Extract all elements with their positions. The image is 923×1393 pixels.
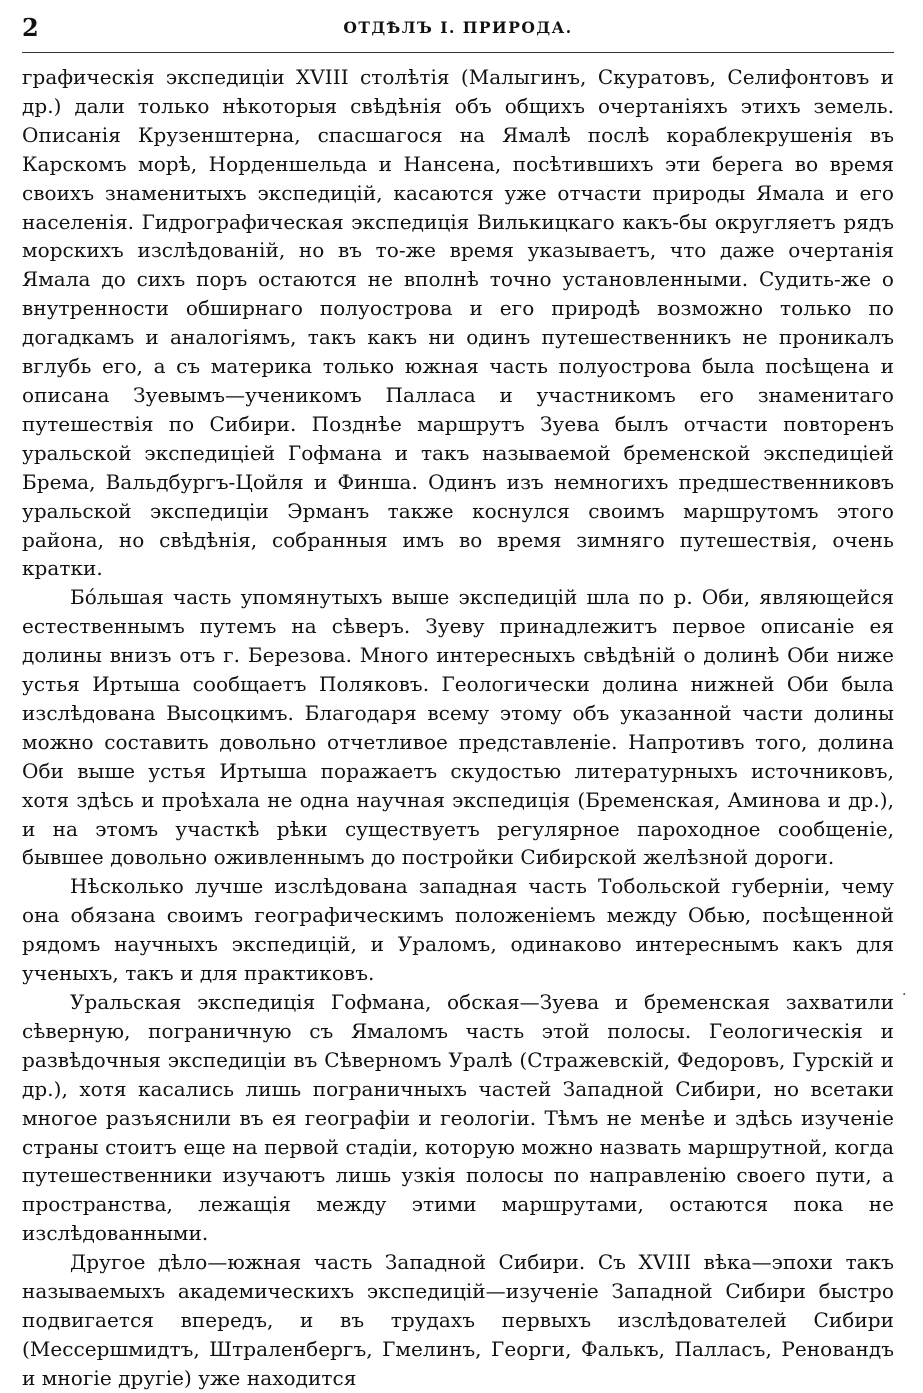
running-head: ОТДѢЛЪ I. ПРИРОДА. — [343, 18, 573, 37]
paragraph: Бóльшая часть упомянутыхъ выше экспедицій шла по р. Оби, являющейся естественнымъ путемъ на сѣверъ. Зуеву принадлежитъ первое описаніе ея долины внизъ отъ г. Березова. Много интересныхъ свѣдѣній о долинѣ Оби ниже устья Иртыша сообщаетъ Поляковъ. Геологически долина нижней Оби была изслѣдована Высоцкимъ. Благодаря всему этому объ указанной части долины можно составить довольно отчетливое представленіе. Напротивъ того, долина Оби выше устья Иртыша поражаетъ скудостью литературныхъ источниковъ, хотя здѣсь и проѣхала не одна научная экспедиція (Бременская, Аминова и др.), и на этомъ участкѣ рѣки существуетъ регулярное пароходное сообщеніе, бывшее довольно оживленнымъ до постройки Сибирской желѣзной дороги. — [22, 585, 894, 870]
paragraph: Уральская экспедиція Гофмана, обская—Зуева и бременская захватили сѣверную, пограничную съ Ямаломъ часть этой полосы. Геологическія и развѣдочныя экспедиціи въ Сѣверномъ Уралѣ (Стражевскій, Федоровъ, Гурскій и др.), хотя касались лишь пограничныхъ частей Западной Сибири, но всетаки многое разъяснили въ ея географіи и геологіи. Тѣмъ не менѣе и здѣсь изученіе страны стоитъ еще на первой стадіи, которую можно назвать маршрутной, когда путешественники изучаютъ лишь узкія полосы по направленію своего пути, а пространства, лежащія между этими маршрутами, остаются пока не изслѣдованными. — [22, 990, 894, 1246]
paragraph-continued: графическія экспедиціи XVIII столѣтія (Малыгинъ, Скуратовъ, Селифонтовъ и др.) дали только нѣкоторыя свѣдѣнія объ общихъ очертаніяхъ этихъ земель. Описанія Крузенштерна, спасшагося на Ямалѣ послѣ кораблекрушенія въ Карскомъ морѣ, Норденшельда и Нансена, посѣтившихъ эти берега во время своихъ знаменитыхъ экспедицій, касаются уже отчасти природы Ямала и его населенія. Гидрографическая экспедиція Вилькицкаго какъ-бы округляетъ рядъ морскихъ изслѣдованій, но въ то-же время указываетъ, что даже очертанія Ямала до сихъ поръ остаются не вполнѣ точно установленными. Судить-же о внутренности обширнаго полуострова и его природѣ возможно только по догадкамъ и аналогіямъ, такъ какъ ни одинъ путешественникъ не проникалъ вглубь его, а съ материка только южная часть полуострова была посѣщена и описана Зуевымъ—ученикомъ Палласа и участникомъ его знаменитаго путешествія по Сибири. Позднѣе маршрутъ Зуева былъ отчасти повторенъ уральской экспедиціей Гофмана и такъ называемой бременской экспедиціей Брема, Вальдбургъ-Цойля и Финша. Одинъ изъ немногихъ предшественниковъ уральской экспедиціи Эрманъ также коснулся своимъ маршрутомъ этого района, но свѣдѣнія, собранныя имъ во время зимняго путешествія, очень кратки. — [22, 65, 894, 581]
margin-dot-mark: · — [902, 987, 907, 1003]
page-header — [22, 10, 894, 53]
page-number: 2 — [22, 13, 39, 42]
paragraph: Нѣсколько лучше изслѣдована западная часть Тобольской губерніи, чему она обязана своимъ географическимъ положеніемъ между Обью, посѣщенной рядомъ научныхъ экспедицій, и Ураломъ, одинаково интереснымъ какъ для ученыхъ, такъ и для практиковъ. — [22, 874, 894, 986]
body-text — [22, 63, 894, 1393]
book-page — [22, 10, 894, 1390]
paragraph: Другое дѣло—южная часть Западной Сибири. Съ XVIII вѣка—эпохи такъ называемыхъ академическихъ экспедицій—изученіе Западной Сибири быстро подвигается впередъ, и въ трудахъ первыхъ изслѣдователей Сибири (Мессершмидтъ, Штраленбергъ, Гмелинъ, Георги, Фалькъ, Палласъ, Реновандъ и многіе другіе) уже находится — [22, 1250, 894, 1390]
